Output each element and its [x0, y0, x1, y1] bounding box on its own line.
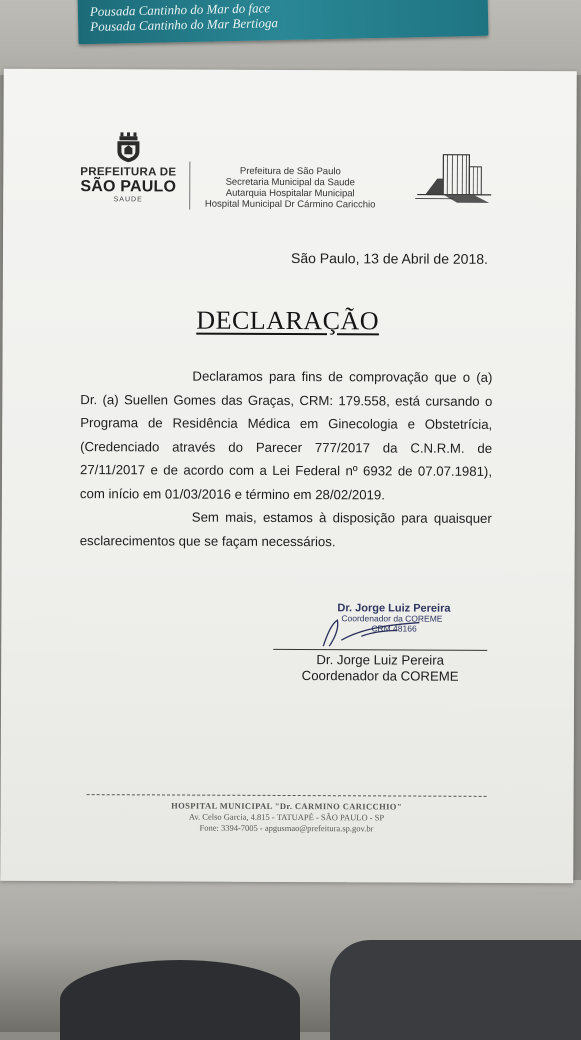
logo-text-sao-paulo: SÃO PAULO — [77, 178, 179, 195]
document-page — [0, 69, 577, 883]
header-line-prefeitura: Prefeitura de São Paulo — [195, 166, 385, 178]
footer-address: Av. Celso Garcia, 4.815 - TATUAPÉ - SÃO PAULO - SP — [86, 811, 486, 824]
footer-hospital-name: HOSPITAL MUNICIPAL "Dr. CARMINO CARICCHIO" — [87, 799, 487, 813]
logo-text-saude: SAUDE — [77, 195, 179, 204]
dark-object-right — [330, 940, 581, 1040]
document-title: DECLARAÇÃO — [153, 305, 423, 336]
city-crest-icon — [115, 132, 141, 162]
header-line-secretaria: Secretaria Municipal da Saude — [195, 177, 385, 189]
stamp-role: Coordenador da COREME — [341, 613, 461, 624]
body-paragraph-closing: Sem mais, estamos à disposição para quaisquer esclarecimentos que se façam necessários. — [80, 505, 492, 554]
handwritten-signature — [301, 610, 451, 653]
stamp-name: Dr. Jorge Luiz Pereira — [337, 603, 461, 614]
card-text-line-1: Pousada Cantinho do Mar do face — [90, 0, 270, 20]
body-paragraph-declaration: Declaramos para fins de comprovação que o (a) Dr. (a) Suellen Gomes das Graças, CRM: 179.558, está cursando o Programa de Residência Médica em Ginecologia e Obstetrícia, (Credenciado através do Parecer 777/2017 da C.N.R.M. de 27/11/2017 e de acordo com a Lei Federal nº 6932 de 07.07.1981), com início em 01/03/2016 e término em 28/02/2019. — [80, 364, 493, 507]
footer-divider — [87, 794, 487, 797]
signer-role: Coordenador da COREME — [273, 668, 487, 685]
hospital-building-icon — [413, 153, 493, 205]
header-line-autarquia: Autarquia Hospitalar Municipal — [195, 188, 385, 200]
stamp-crm: CRM 48166 — [371, 623, 461, 633]
footer-contact: Fone: 3394-7005 - apgusmao@prefeitura.sp.gov.br — [86, 822, 486, 835]
document-footer — [86, 799, 486, 835]
prefeitura-logo — [77, 132, 179, 204]
header-institution-block — [195, 166, 385, 211]
logo-text-prefeitura: PREFEITURA DE — [77, 166, 179, 178]
header-line-hospital: Hospital Municipal Dr Cármino Caricchio — [195, 199, 385, 211]
dark-object — [60, 960, 300, 1040]
document-date: São Paulo, 13 de Abril de 2018. — [253, 250, 488, 267]
signer-name: Dr. Jorge Luiz Pereira — [273, 652, 487, 669]
document-body — [80, 364, 493, 554]
card-text-line-2: Pousada Cantinho do Mar Bertioga — [90, 15, 278, 35]
header-divider — [189, 162, 190, 210]
